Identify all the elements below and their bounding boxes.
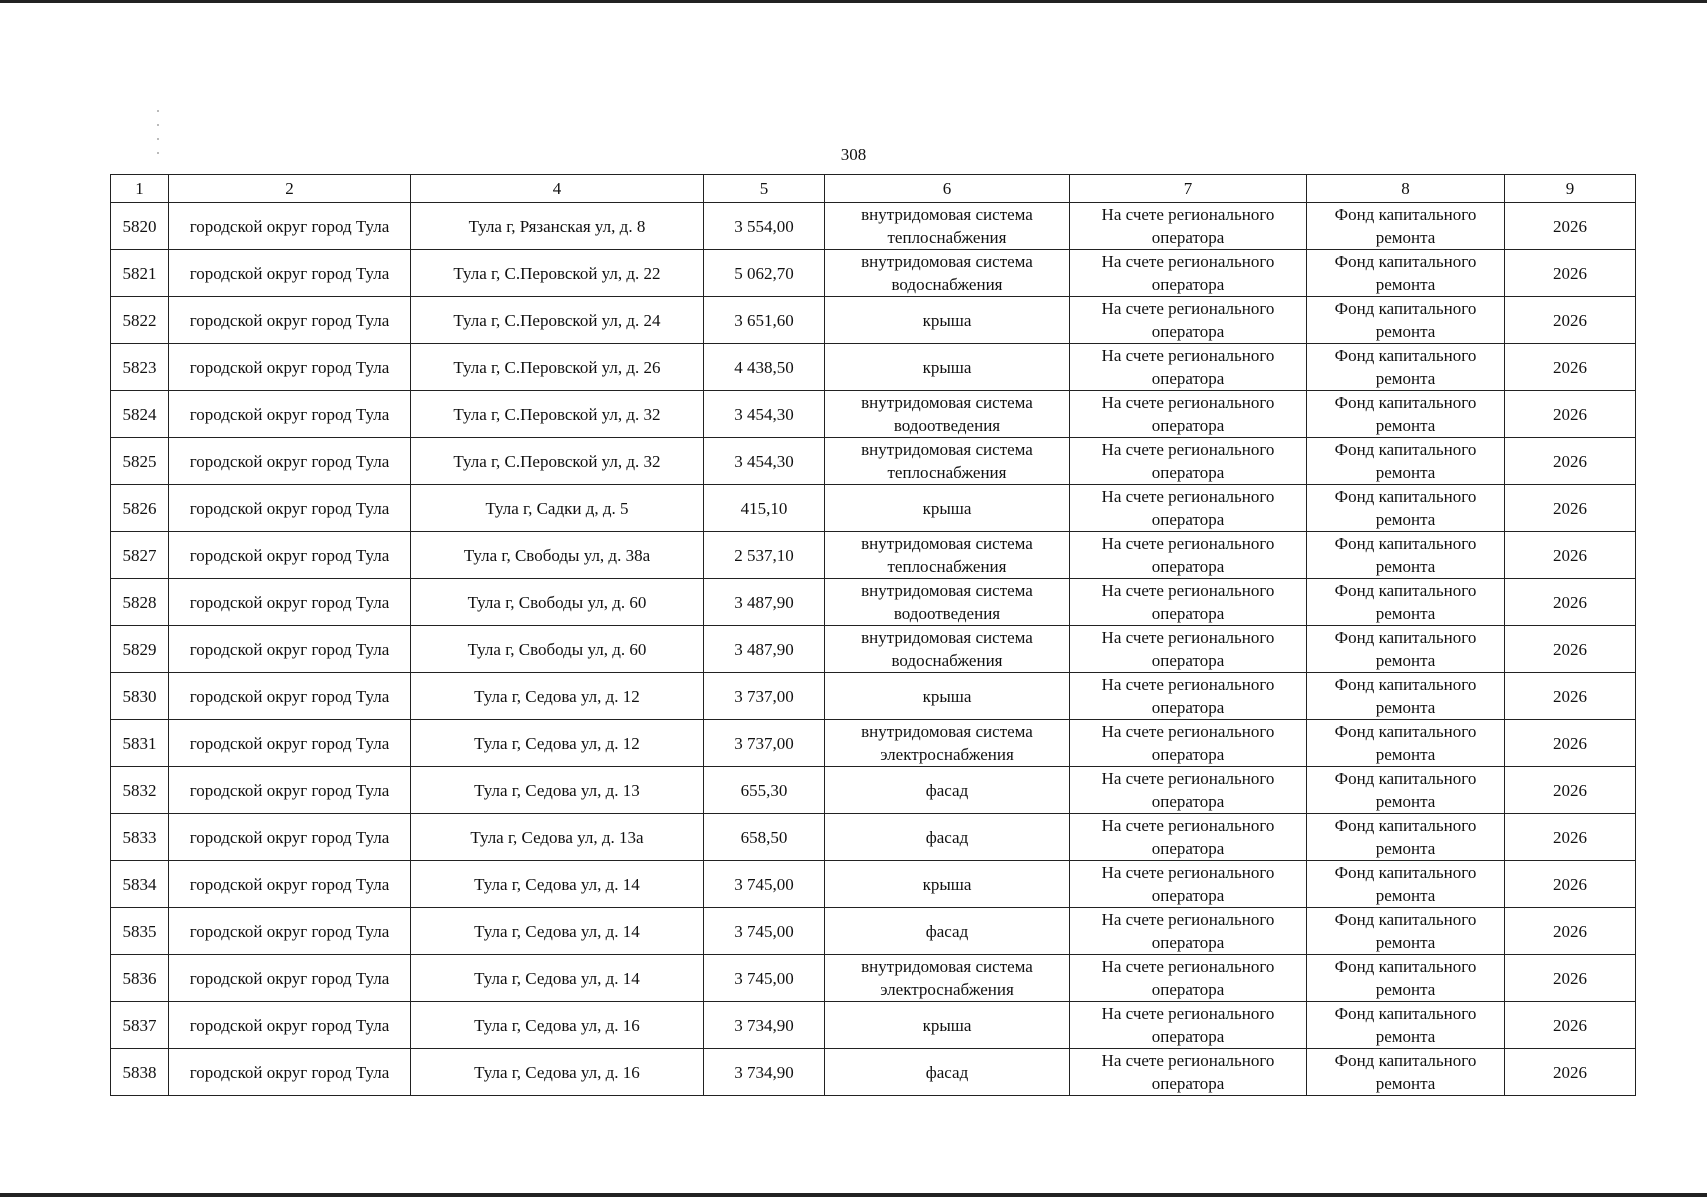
area-cell: 3 734,90 (704, 1002, 825, 1049)
table-row (111, 814, 1636, 861)
address-cell: Тула г, Свободы ул, д. 60 (411, 579, 704, 626)
fund-cell: Фонд капитального ремонта (1307, 391, 1505, 438)
municipality-cell: городской округ город Тула (169, 767, 411, 814)
year-cell: 2026 (1505, 579, 1636, 626)
work-type-cell: внутридомовая система теплоснабжения (825, 532, 1070, 579)
fund-cell: Фонд капитального ремонта (1307, 767, 1505, 814)
row-number-cell: 5832 (111, 767, 169, 814)
fund-cell: Фонд капитального ремонта (1307, 626, 1505, 673)
fund-cell: Фонд капитального ремонта (1307, 814, 1505, 861)
area-cell: 4 438,50 (704, 344, 825, 391)
municipality-cell: городской округ город Тула (169, 814, 411, 861)
municipality-cell: городской округ город Тула (169, 908, 411, 955)
municipality-cell: городской округ город Тула (169, 955, 411, 1002)
work-type-cell: внутридомовая система теплоснабжения (825, 203, 1070, 250)
area-cell: 2 537,10 (704, 532, 825, 579)
address-cell: Тула г, Седова ул, д. 16 (411, 1002, 704, 1049)
table-row (111, 955, 1636, 1002)
address-cell: Тула г, Свободы ул, д. 38а (411, 532, 704, 579)
row-number-cell: 5831 (111, 720, 169, 767)
account-cell: На счете регионального оператора (1070, 767, 1307, 814)
fund-cell: Фонд капитального ремонта (1307, 438, 1505, 485)
row-number-cell: 5829 (111, 626, 169, 673)
area-cell: 3 745,00 (704, 861, 825, 908)
fund-cell: Фонд капитального ремонта (1307, 1002, 1505, 1049)
fund-cell: Фонд капитального ремонта (1307, 579, 1505, 626)
account-cell: На счете регионального оператора (1070, 532, 1307, 579)
table-row (111, 297, 1636, 344)
fund-cell: Фонд капитального ремонта (1307, 720, 1505, 767)
municipality-cell: городской округ город Тула (169, 485, 411, 532)
account-cell: На счете регионального оператора (1070, 626, 1307, 673)
fund-cell: Фонд капитального ремонта (1307, 203, 1505, 250)
table-body (111, 203, 1636, 1096)
table-row (111, 250, 1636, 297)
address-cell: Тула г, Седова ул, д. 14 (411, 908, 704, 955)
table-row (111, 344, 1636, 391)
fund-cell: Фонд капитального ремонта (1307, 861, 1505, 908)
municipality-cell: городской округ город Тула (169, 626, 411, 673)
area-cell: 3 651,60 (704, 297, 825, 344)
municipality-cell: городской округ город Тула (169, 250, 411, 297)
work-type-cell: внутридомовая система водоотведения (825, 579, 1070, 626)
capital-repair-table (110, 174, 1636, 1096)
table-row (111, 532, 1636, 579)
address-cell: Тула г, С.Перовской ул, д. 22 (411, 250, 704, 297)
address-cell: Тула г, Седова ул, д. 13 (411, 767, 704, 814)
area-cell: 3 734,90 (704, 1049, 825, 1096)
address-cell: Тула г, Седова ул, д. 14 (411, 861, 704, 908)
work-type-cell: крыша (825, 344, 1070, 391)
year-cell: 2026 (1505, 626, 1636, 673)
account-cell: На счете регионального оператора (1070, 955, 1307, 1002)
municipality-cell: городской округ город Тула (169, 1002, 411, 1049)
work-type-cell: фасад (825, 767, 1070, 814)
municipality-cell: городской округ город Тула (169, 861, 411, 908)
area-cell: 5 062,70 (704, 250, 825, 297)
row-number-cell: 5834 (111, 861, 169, 908)
table-row (111, 626, 1636, 673)
address-cell: Тула г, Садки д, д. 5 (411, 485, 704, 532)
work-type-cell: внутридомовая система теплоснабжения (825, 438, 1070, 485)
table-row (111, 579, 1636, 626)
row-number-cell: 5830 (111, 673, 169, 720)
row-number-cell: 5825 (111, 438, 169, 485)
area-cell: 3 454,30 (704, 438, 825, 485)
account-cell: На счете регионального оператора (1070, 814, 1307, 861)
row-number-cell: 5837 (111, 1002, 169, 1049)
area-cell: 3 554,00 (704, 203, 825, 250)
year-cell: 2026 (1505, 814, 1636, 861)
address-cell: Тула г, Рязанская ул, д. 8 (411, 203, 704, 250)
year-cell: 2026 (1505, 767, 1636, 814)
header-cell: 6 (825, 175, 1070, 203)
year-cell: 2026 (1505, 250, 1636, 297)
row-number-cell: 5836 (111, 955, 169, 1002)
year-cell: 2026 (1505, 438, 1636, 485)
table-row (111, 485, 1636, 532)
area-cell: 3 745,00 (704, 955, 825, 1002)
row-number-cell: 5838 (111, 1049, 169, 1096)
area-cell: 3 487,90 (704, 626, 825, 673)
account-cell: На счете регионального оператора (1070, 908, 1307, 955)
fund-cell: Фонд капитального ремонта (1307, 955, 1505, 1002)
page-number: 308 (840, 145, 867, 164)
table-row (111, 673, 1636, 720)
year-cell: 2026 (1505, 532, 1636, 579)
address-cell: Тула г, Седова ул, д. 12 (411, 720, 704, 767)
account-cell: На счете регионального оператора (1070, 1049, 1307, 1096)
year-cell: 2026 (1505, 297, 1636, 344)
header-cell: 8 (1307, 175, 1505, 203)
area-cell: 3 487,90 (704, 579, 825, 626)
row-number-cell: 5820 (111, 203, 169, 250)
municipality-cell: городской округ город Тула (169, 438, 411, 485)
work-type-cell: крыша (825, 297, 1070, 344)
row-number-cell: 5827 (111, 532, 169, 579)
fund-cell: Фонд капитального ремонта (1307, 485, 1505, 532)
header-cell: 4 (411, 175, 704, 203)
fund-cell: Фонд капитального ремонта (1307, 908, 1505, 955)
year-cell: 2026 (1505, 955, 1636, 1002)
work-type-cell: крыша (825, 861, 1070, 908)
table-row (111, 1002, 1636, 1049)
table-row (111, 203, 1636, 250)
work-type-cell: фасад (825, 814, 1070, 861)
fund-cell: Фонд капитального ремонта (1307, 532, 1505, 579)
fund-cell: Фонд капитального ремонта (1307, 344, 1505, 391)
year-cell: 2026 (1505, 1002, 1636, 1049)
area-cell: 3 454,30 (704, 391, 825, 438)
address-cell: Тула г, С.Перовской ул, д. 32 (411, 391, 704, 438)
account-cell: На счете регионального оператора (1070, 485, 1307, 532)
address-cell: Тула г, С.Перовской ул, д. 24 (411, 297, 704, 344)
municipality-cell: городской округ город Тула (169, 673, 411, 720)
municipality-cell: городской округ город Тула (169, 579, 411, 626)
account-cell: На счете регионального оператора (1070, 203, 1307, 250)
row-number-cell: 5833 (111, 814, 169, 861)
row-number-cell: 5828 (111, 579, 169, 626)
area-cell: 3 737,00 (704, 720, 825, 767)
account-cell: На счете регионального оператора (1070, 1002, 1307, 1049)
account-cell: На счете регионального оператора (1070, 673, 1307, 720)
header-cell: 9 (1505, 175, 1636, 203)
account-cell: На счете регионального оператора (1070, 579, 1307, 626)
year-cell: 2026 (1505, 344, 1636, 391)
account-cell: На счете регионального оператора (1070, 250, 1307, 297)
row-number-cell: 5826 (111, 485, 169, 532)
table-row (111, 767, 1636, 814)
row-number-cell: 5824 (111, 391, 169, 438)
municipality-cell: городской округ город Тула (169, 532, 411, 579)
address-cell: Тула г, Седова ул, д. 16 (411, 1049, 704, 1096)
row-number-cell: 5823 (111, 344, 169, 391)
header-cell: 7 (1070, 175, 1307, 203)
work-type-cell: внутридомовая система водоснабжения (825, 250, 1070, 297)
work-type-cell: внутридомовая система электроснабжения (825, 720, 1070, 767)
fund-cell: Фонд капитального ремонта (1307, 297, 1505, 344)
header-row (111, 175, 1636, 203)
fund-cell: Фонд капитального ремонта (1307, 250, 1505, 297)
address-cell: Тула г, С.Перовской ул, д. 32 (411, 438, 704, 485)
table-row (111, 1049, 1636, 1096)
table-row (111, 438, 1636, 485)
year-cell: 2026 (1505, 485, 1636, 532)
header-cell: 2 (169, 175, 411, 203)
work-type-cell: крыша (825, 1002, 1070, 1049)
address-cell: Тула г, Седова ул, д. 12 (411, 673, 704, 720)
work-type-cell: внутридомовая система водоснабжения (825, 626, 1070, 673)
bottom-scan-border (0, 1193, 1707, 1197)
municipality-cell: городской округ город Тула (169, 720, 411, 767)
account-cell: На счете регионального оператора (1070, 391, 1307, 438)
area-cell: 3 745,00 (704, 908, 825, 955)
fund-cell: Фонд капитального ремонта (1307, 1049, 1505, 1096)
municipality-cell: городской округ город Тула (169, 297, 411, 344)
municipality-cell: городской округ город Тула (169, 203, 411, 250)
row-number-cell: 5821 (111, 250, 169, 297)
area-cell: 655,30 (704, 767, 825, 814)
year-cell: 2026 (1505, 861, 1636, 908)
account-cell: На счете регионального оператора (1070, 344, 1307, 391)
table-row (111, 391, 1636, 438)
table-row (111, 861, 1636, 908)
area-cell: 415,10 (704, 485, 825, 532)
table-row (111, 720, 1636, 767)
year-cell: 2026 (1505, 1049, 1636, 1096)
municipality-cell: городской округ город Тула (169, 391, 411, 438)
header-cell: 1 (111, 175, 169, 203)
account-cell: На счете регионального оператора (1070, 861, 1307, 908)
area-cell: 3 737,00 (704, 673, 825, 720)
account-cell: На счете регионального оператора (1070, 720, 1307, 767)
row-number-cell: 5822 (111, 297, 169, 344)
account-cell: На счете регионального оператора (1070, 438, 1307, 485)
fund-cell: Фонд капитального ремонта (1307, 673, 1505, 720)
year-cell: 2026 (1505, 391, 1636, 438)
year-cell: 2026 (1505, 908, 1636, 955)
work-type-cell: крыша (825, 485, 1070, 532)
work-type-cell: внутридомовая система электроснабжения (825, 955, 1070, 1002)
address-cell: Тула г, Седова ул, д. 13а (411, 814, 704, 861)
work-type-cell: фасад (825, 908, 1070, 955)
work-type-cell: фасад (825, 1049, 1070, 1096)
address-cell: Тула г, Седова ул, д. 14 (411, 955, 704, 1002)
header-cell: 5 (704, 175, 825, 203)
year-cell: 2026 (1505, 203, 1636, 250)
top-scan-border (0, 0, 1707, 3)
municipality-cell: городской округ город Тула (169, 344, 411, 391)
area-cell: 658,50 (704, 814, 825, 861)
year-cell: 2026 (1505, 673, 1636, 720)
work-type-cell: внутридомовая система водоотведения (825, 391, 1070, 438)
account-cell: На счете регионального оператора (1070, 297, 1307, 344)
address-cell: Тула г, Свободы ул, д. 60 (411, 626, 704, 673)
address-cell: Тула г, С.Перовской ул, д. 26 (411, 344, 704, 391)
year-cell: 2026 (1505, 720, 1636, 767)
row-number-cell: 5835 (111, 908, 169, 955)
work-type-cell: крыша (825, 673, 1070, 720)
table-row (111, 908, 1636, 955)
municipality-cell: городской округ город Тула (169, 1049, 411, 1096)
